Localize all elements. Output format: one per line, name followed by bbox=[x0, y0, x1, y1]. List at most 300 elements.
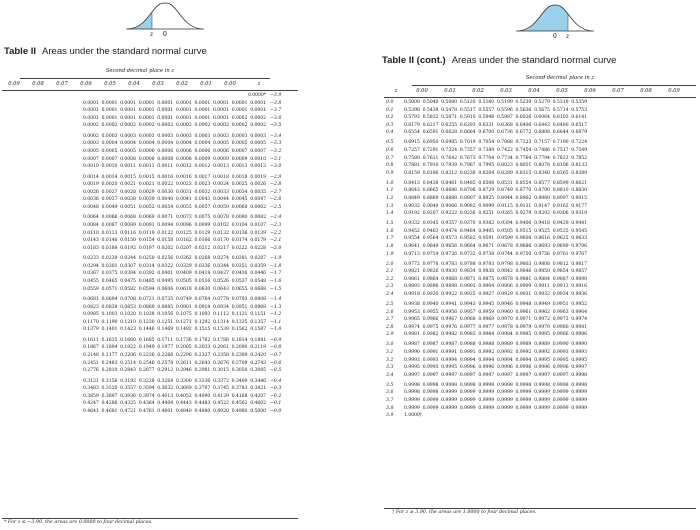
right-footnote: † For z ≥ 3.90, the areas are 1.0000 to four decimal places. bbox=[392, 510, 537, 515]
table-row bbox=[2, 122, 290, 130]
row-z-value: −3.3 bbox=[270, 141, 282, 147]
row-area-values: 0.9772 0.9778 0.9783 0.9788 0.9793 0.9798 0.9803 0.9808 0.9812 0.9817 bbox=[404, 261, 588, 267]
table-row bbox=[386, 382, 694, 390]
right-row-group bbox=[386, 99, 694, 137]
row-z-value: −0.8 bbox=[270, 345, 282, 351]
left-col-header: 0.06 bbox=[80, 81, 92, 87]
row-z-value: 3.8 bbox=[386, 405, 394, 411]
row-area-values: 0.0681 0.0694 0.0708 0.0721 0.0735 0.0749 0.0764 0.0778 0.0793 0.0808 bbox=[82, 297, 266, 302]
row-area-values: 0.9713 0.9719 0.9726 0.9732 0.9738 0.9744 0.9750 0.9756 0.9761 0.9767 bbox=[404, 251, 588, 257]
table-row bbox=[386, 170, 694, 178]
row-area-values: 0.0143 0.0146 0.0150 0.0154 0.0158 0.0162 0.0166 0.0170 0.0174 0.0179 bbox=[82, 238, 266, 244]
left-subheader: Second decimal place in z bbox=[105, 68, 175, 74]
right-axis-z: z bbox=[566, 33, 570, 40]
row-area-values: 0.0110 0.0113 0.0116 0.0119 0.0122 0.0125 0.0129 0.0132 0.0136 0.0139 bbox=[82, 230, 266, 236]
table-row bbox=[2, 174, 290, 182]
row-area-values: 0.0003 0.0004 0.0004 0.0004 0.0004 0.0004 0.0004 0.0005 0.0005 0.0005 bbox=[82, 141, 266, 147]
right-row-group bbox=[386, 341, 694, 379]
table-row bbox=[386, 114, 694, 122]
table-row bbox=[386, 341, 694, 349]
table-row bbox=[2, 352, 290, 360]
right-table-title bbox=[382, 55, 616, 66]
row-z-value: −0.2 bbox=[270, 393, 282, 399]
row-area-values: 0.0005 0.0005 0.0005 0.0006 0.0006 0.0006 0.0006 0.0006 0.0007 0.0007 bbox=[82, 148, 266, 154]
row-z-value: 1.6 bbox=[386, 228, 394, 234]
row-z-value: 1.2 bbox=[386, 195, 394, 201]
table-row bbox=[386, 139, 694, 147]
table-row bbox=[2, 214, 290, 222]
table-row bbox=[2, 408, 290, 416]
left-col-header: 0.02 bbox=[176, 81, 188, 87]
row-area-values: 0.9997 0.9997 0.9997 0.9997 0.9997 0.9997 0.9997 0.9997 0.9997 0.9998 bbox=[404, 372, 588, 378]
row-z-value: −3.6 bbox=[270, 115, 282, 121]
table-row bbox=[2, 140, 290, 148]
row-z-value: 3.9 bbox=[386, 413, 394, 419]
left-col-header: 0.01 bbox=[200, 81, 212, 87]
row-area-values: 0.7580 0.7611 0.7642 0.7673 0.7704 0.7734 0.7764 0.7794 0.7823 0.7852 bbox=[404, 155, 588, 161]
table-row bbox=[2, 196, 290, 204]
right-table-number: Table II (cont.) bbox=[382, 55, 446, 66]
table-row bbox=[2, 204, 290, 212]
row-z-value: −2.0 bbox=[270, 245, 282, 251]
row-area-values: 0.9452 0.9463 0.9474 0.9484 0.9495 0.9505 0.9515 0.9525 0.9535 0.9545 bbox=[404, 228, 588, 234]
row-z-value: 0.6 bbox=[386, 147, 394, 153]
row-z-value: 1.0 bbox=[386, 180, 394, 186]
row-z-value: −0.3 bbox=[270, 386, 282, 392]
table-row bbox=[2, 270, 290, 278]
row-area-values: 0.0001 0.0001 0.0001 0.0001 0.0001 0.0001 0.0001 0.0001 0.0001 0.0001 bbox=[82, 100, 266, 106]
row-z-value: 0.9 bbox=[386, 170, 394, 176]
row-area-values: 0.0000* bbox=[247, 93, 266, 98]
table-row bbox=[386, 187, 694, 195]
right-col-header: 0.00 bbox=[416, 88, 428, 94]
left-col-header: 0.07 bbox=[56, 81, 68, 87]
row-z-value: −1.2 bbox=[270, 312, 282, 318]
row-z-value: 1.9 bbox=[386, 251, 394, 257]
row-area-values: 0.0014 0.0014 0.0015 0.0015 0.0016 0.0016 0.0017 0.0018 0.0018 0.0019 bbox=[82, 174, 266, 180]
row-z-value: 0.0 bbox=[386, 100, 394, 105]
table-row bbox=[386, 389, 694, 397]
right-subheader: Second decimal place in z bbox=[525, 75, 595, 81]
row-z-value: −2.5 bbox=[270, 204, 282, 210]
row-z-value: −1.6 bbox=[270, 278, 282, 284]
row-z-value: −1.4 bbox=[270, 297, 282, 302]
table-row bbox=[386, 228, 694, 236]
table-row bbox=[386, 331, 694, 339]
row-z-value: −3.2 bbox=[270, 148, 282, 154]
table-row bbox=[386, 107, 694, 115]
row-area-values: 0.9993 0.9993 0.9994 0.9994 0.9994 0.9994 0.9994 0.9995 0.9995 0.9995 bbox=[404, 357, 588, 363]
right-row-group bbox=[386, 261, 694, 299]
left-row-group bbox=[2, 255, 290, 293]
table-row bbox=[386, 261, 694, 269]
left-row-group bbox=[2, 378, 290, 416]
table-row bbox=[386, 220, 694, 228]
row-area-values: 0.6179 0.6217 0.6255 0.6293 0.6331 0.6368 0.6406 0.6443 0.6480 0.6517 bbox=[404, 122, 588, 128]
right-row-group bbox=[386, 220, 694, 258]
row-area-values: 0.0064 0.0066 0.0068 0.0069 0.0071 0.0073 0.0075 0.0078 0.0080 0.0082 bbox=[82, 215, 266, 221]
left-bell-curve-figure bbox=[120, 2, 210, 38]
table-row bbox=[386, 324, 694, 332]
row-area-values: 0.5000 0.5040 0.5080 0.5120 0.5160 0.5199 0.5239 0.5279 0.5319 0.5359 bbox=[404, 100, 588, 105]
row-area-values: 0.9965 0.9966 0.9967 0.9968 0.9969 0.9970 0.9971 0.9972 0.9973 0.9974 bbox=[404, 317, 588, 323]
row-z-value: 1.4 bbox=[386, 211, 394, 217]
row-z-value: 0.8 bbox=[386, 163, 394, 169]
row-area-values: 0.8159 0.8186 0.8212 0.8238 0.8264 0.8289 0.8315 0.8340 0.8365 0.8389 bbox=[404, 170, 588, 176]
row-area-values: 0.8849 0.8869 0.8888 0.8907 0.8925 0.8944 0.8962 0.8980 0.8997 0.9015 bbox=[404, 195, 588, 201]
right-col-header: 0.08 bbox=[640, 88, 652, 94]
row-area-values: 0.4641 0.4681 0.4721 0.4761 0.4801 0.4840 0.4880 0.4920 0.4960 0.5000 bbox=[82, 408, 266, 414]
row-area-values: 0.0183 0.0188 0.0192 0.0197 0.0202 0.0207 0.0212 0.0217 0.0222 0.0228 bbox=[82, 245, 266, 251]
row-area-values: 0.9999 0.9999 0.9999 0.9999 0.9999 0.9999 0.9999 0.9999 0.9999 0.9999 bbox=[404, 397, 588, 403]
left-row-group bbox=[2, 214, 290, 252]
row-z-value: 0.4 bbox=[386, 130, 394, 136]
left-shaded-area bbox=[128, 12, 152, 29]
row-area-values: 0.0010 0.0010 0.0011 0.0011 0.0011 0.0012 0.0012 0.0013 0.0013 0.0013 bbox=[82, 164, 266, 170]
row-z-value: 1.5 bbox=[386, 221, 394, 227]
table-row bbox=[2, 263, 290, 271]
row-z-value: −2.1 bbox=[270, 238, 282, 244]
row-area-values: 0.5398 0.5438 0.5478 0.5517 0.5557 0.5596 0.5636 0.5675 0.5714 0.5753 bbox=[404, 107, 588, 113]
table-row bbox=[386, 316, 694, 324]
left-row-group bbox=[2, 174, 290, 212]
table-row bbox=[386, 291, 694, 299]
table-row bbox=[386, 309, 694, 317]
left-subheader-rule bbox=[20, 78, 270, 79]
row-z-value: −0.0 bbox=[270, 408, 282, 414]
row-z-value: 2.1 bbox=[386, 269, 394, 275]
table-row bbox=[386, 397, 694, 405]
row-z-value: −2.9 bbox=[270, 174, 282, 180]
left-header-rule bbox=[2, 90, 298, 91]
left-col-header: 0.09 bbox=[8, 81, 20, 87]
row-z-value: 2.2 bbox=[386, 276, 394, 282]
right-shaded-area bbox=[518, 5, 568, 31]
table-row bbox=[386, 195, 694, 203]
row-z-value: 3.7 bbox=[386, 397, 394, 403]
table-row bbox=[386, 180, 694, 188]
table-row bbox=[386, 372, 694, 380]
left-curve-line bbox=[128, 3, 202, 29]
right-col-header: 0.05 bbox=[556, 88, 568, 94]
row-area-values: 0.0026 0.0027 0.0028 0.0029 0.0030 0.0031 0.0032 0.0033 0.0034 0.0035 bbox=[82, 189, 266, 195]
table-row bbox=[2, 337, 290, 345]
row-z-value: −1.0 bbox=[270, 327, 282, 333]
row-area-values: 0.9918 0.9920 0.9922 0.9925 0.9927 0.9929 0.9931 0.9932 0.9934 0.9936 bbox=[404, 291, 588, 297]
table-row bbox=[386, 155, 694, 163]
row-z-value: 2.4 bbox=[386, 291, 394, 297]
table-row bbox=[386, 405, 694, 413]
left-col-header: 0.08 bbox=[32, 81, 44, 87]
left-table-number: Table II bbox=[4, 46, 37, 57]
row-z-value: 1.3 bbox=[386, 203, 394, 209]
row-z-value: −0.5 bbox=[270, 368, 282, 374]
row-area-values: 0.9953 0.9955 0.9956 0.9957 0.9959 0.9960 0.9961 0.9962 0.9963 0.9964 bbox=[404, 309, 588, 315]
left-bottom-rule bbox=[2, 518, 298, 519]
left-axis-z: z bbox=[150, 31, 154, 38]
left-table-caption: Areas under the standard normal curve bbox=[42, 46, 207, 57]
row-z-value: −2.4 bbox=[270, 215, 282, 221]
row-area-values: 0.9861 0.9864 0.9868 0.9871 0.9875 0.9878 0.9881 0.9884 0.9887 0.9890 bbox=[404, 276, 588, 282]
table-row bbox=[2, 393, 290, 401]
row-area-values: 0.6915 0.6950 0.6985 0.7019 0.7054 0.7088 0.7123 0.7157 0.7190 0.7224 bbox=[404, 140, 588, 146]
table-row bbox=[386, 349, 694, 357]
row-z-value: 0.3 bbox=[386, 122, 394, 128]
left-row-group bbox=[2, 337, 290, 375]
row-area-values: 0.2451 0.2483 0.2514 0.2546 0.2578 0.2611 0.2643 0.2676 0.2709 0.2743 bbox=[82, 360, 266, 366]
row-area-values: 1.0000† bbox=[404, 413, 423, 419]
row-z-value: −1.8 bbox=[270, 263, 282, 269]
row-z-value: −0.9 bbox=[270, 337, 282, 343]
row-z-value: 2.0 bbox=[386, 261, 394, 267]
row-z-value: 3.4 bbox=[386, 372, 394, 378]
left-row-group bbox=[2, 133, 290, 171]
row-z-value: −2.7 bbox=[270, 189, 282, 195]
right-table-caption: Areas under the standard normal curve bbox=[451, 55, 617, 66]
table-row bbox=[386, 203, 694, 211]
row-area-values: 0.3859 0.3897 0.3936 0.3974 0.4013 0.4052 0.4090 0.4129 0.4168 0.4207 bbox=[82, 393, 266, 399]
row-area-values: 0.1611 0.1635 0.1660 0.1685 0.1711 0.1736 0.1762 0.1788 0.1814 0.1841 bbox=[82, 337, 266, 343]
right-column-headers bbox=[384, 88, 688, 94]
table-row bbox=[386, 283, 694, 291]
row-z-value: −2.6 bbox=[270, 197, 282, 203]
table-row bbox=[2, 230, 290, 238]
row-z-value: −3.5 bbox=[270, 123, 282, 129]
row-area-values: 0.2776 0.2810 0.2843 0.2877 0.2912 0.2946 0.2981 0.3015 0.3050 0.3085 bbox=[82, 368, 266, 374]
row-z-value: 2.5 bbox=[386, 302, 394, 307]
table-row bbox=[2, 367, 290, 375]
row-area-values: 0.1867 0.1894 0.1922 0.1949 0.1977 0.2005 0.2033 0.2061 0.2090 0.2119 bbox=[82, 345, 266, 351]
row-area-values: 0.0559 0.0571 0.0582 0.0594 0.0606 0.0618 0.0630 0.0643 0.0655 0.0668 bbox=[82, 286, 266, 292]
row-z-value: 0.7 bbox=[386, 155, 394, 161]
row-area-values: 0.7257 0.7291 0.7324 0.7357 0.7389 0.7422 0.7454 0.7486 0.7517 0.7549 bbox=[404, 147, 588, 153]
left-table-title bbox=[4, 46, 207, 57]
row-area-values: 0.9641 0.9649 0.9656 0.9664 0.9671 0.9678 0.9686 0.9693 0.9699 0.9706 bbox=[404, 243, 588, 249]
row-area-values: 0.0823 0.0838 0.0853 0.0869 0.0885 0.0901 0.0918 0.0934 0.0951 0.0968 bbox=[82, 304, 266, 310]
row-area-values: 0.9332 0.9345 0.9357 0.9370 0.9382 0.9394 0.9406 0.9418 0.9429 0.9441 bbox=[404, 221, 588, 227]
right-col-header: 0.01 bbox=[444, 88, 456, 94]
row-area-values: 0.6554 0.6591 0.6628 0.6664 0.6700 0.6736 0.6772 0.6808 0.6844 0.6879 bbox=[404, 130, 588, 136]
table-row bbox=[2, 181, 290, 189]
row-area-values: 0.0007 0.0007 0.0008 0.0008 0.0008 0.0008 0.0009 0.0009 0.0009 0.0010 bbox=[82, 156, 266, 162]
left-row-group bbox=[2, 92, 290, 130]
row-area-values: 0.9032 0.9049 0.9066 0.9082 0.9099 0.9115 0.9131 0.9147 0.9162 0.9177 bbox=[404, 203, 588, 209]
row-z-value: 3.0 bbox=[386, 342, 394, 348]
table-row bbox=[2, 222, 290, 230]
left-footnote: * For z ≤ −3.90, the areas are 0.0000 to four decimal places. bbox=[4, 520, 153, 525]
row-area-values: 0.9990 0.9991 0.9991 0.9991 0.9992 0.9992 0.9992 0.9992 0.9993 0.9993 bbox=[404, 349, 588, 355]
row-z-value: 2.6 bbox=[386, 309, 394, 315]
row-area-values: 0.9999 0.9999 0.9999 0.9999 0.9999 0.9999 0.9999 0.9999 0.9999 0.9999 bbox=[404, 405, 588, 411]
table-row bbox=[2, 148, 290, 156]
table-row bbox=[2, 100, 290, 108]
row-z-value: −0.6 bbox=[270, 360, 282, 366]
row-z-value: −1.3 bbox=[270, 304, 282, 310]
right-row-group bbox=[386, 180, 694, 218]
right-subheader-rule bbox=[412, 85, 696, 86]
right-col-header: z bbox=[394, 88, 398, 94]
row-area-values: 0.0455 0.0465 0.0475 0.0485 0.0495 0.0505 0.0516 0.0526 0.0537 0.0548 bbox=[82, 278, 266, 284]
row-area-values: 0.0001 0.0001 0.0001 0.0001 0.0001 0.0001 0.0001 0.0001 0.0001 0.0001 bbox=[82, 108, 266, 114]
row-z-value: 2.8 bbox=[386, 324, 394, 330]
table-row bbox=[2, 326, 290, 334]
row-area-values: 0.8643 0.8665 0.8686 0.8708 0.8729 0.8749 0.8770 0.8790 0.8810 0.8830 bbox=[404, 188, 588, 194]
row-area-values: 0.9995 0.9995 0.9995 0.9996 0.9996 0.9996 0.9996 0.9996 0.9996 0.9997 bbox=[404, 365, 588, 371]
row-z-value: 2.9 bbox=[386, 332, 394, 338]
row-area-values: 0.0002 0.0003 0.0003 0.0003 0.0003 0.0003 0.0003 0.0003 0.0003 0.0003 bbox=[82, 133, 266, 139]
row-z-value: −3.4 bbox=[270, 133, 282, 139]
right-col-header: 0.04 bbox=[528, 88, 540, 94]
table-row bbox=[386, 235, 694, 243]
row-area-values: 0.0036 0.0037 0.0038 0.0039 0.0040 0.0041 0.0043 0.0044 0.0045 0.0047 bbox=[82, 197, 266, 203]
row-area-values: 0.4247 0.4286 0.4325 0.4364 0.4404 0.4443 0.4483 0.4522 0.4562 0.4602 bbox=[82, 401, 266, 407]
right-col-header: 0.02 bbox=[472, 88, 484, 94]
table-row bbox=[2, 304, 290, 312]
right-col-header: 0.03 bbox=[500, 88, 512, 94]
row-z-value: 3.6 bbox=[386, 390, 394, 396]
row-z-value: 2.3 bbox=[386, 284, 394, 290]
right-bell-curve-figure bbox=[510, 4, 600, 40]
row-z-value: −3.9 bbox=[270, 93, 282, 98]
row-area-values: 0.9998 0.9998 0.9999 0.9999 0.9999 0.9999 0.9999 0.9999 0.9999 0.9999 bbox=[404, 390, 588, 396]
row-area-values: 0.0048 0.0049 0.0051 0.0052 0.0054 0.0055 0.0057 0.0059 0.0060 0.0062 bbox=[82, 204, 266, 210]
table-row bbox=[2, 385, 290, 393]
left-axis-zero: 0 bbox=[163, 31, 167, 38]
right-header-rule bbox=[384, 97, 696, 98]
right-axis-zero: 0 bbox=[553, 33, 557, 40]
row-area-values: 0.0233 0.0239 0.0244 0.0250 0.0256 0.0262 0.0268 0.0274 0.0281 0.0287 bbox=[82, 256, 266, 262]
row-area-values: 0.0294 0.0301 0.0307 0.0314 0.0322 0.0329 0.0336 0.0344 0.0351 0.0359 bbox=[82, 263, 266, 269]
row-area-values: 0.9554 0.9564 0.9573 0.9582 0.9591 0.9599 0.9608 0.9616 0.9625 0.9633 bbox=[404, 236, 588, 242]
row-z-value: −0.7 bbox=[270, 352, 282, 358]
row-area-values: 0.9998 0.9998 0.9998 0.9998 0.9998 0.9998 0.9998 0.9998 0.9998 0.9998 bbox=[404, 382, 588, 388]
table-row bbox=[2, 255, 290, 263]
row-z-value: 3.5 bbox=[386, 382, 394, 388]
table-row bbox=[386, 276, 694, 284]
table-row bbox=[386, 301, 694, 309]
row-area-values: 0.0001 0.0001 0.0001 0.0001 0.0001 0.0001 0.0001 0.0001 0.0002 0.0002 bbox=[82, 115, 266, 121]
table-row bbox=[2, 237, 290, 245]
table-row bbox=[386, 243, 694, 251]
table-row bbox=[2, 344, 290, 352]
table-row bbox=[386, 268, 694, 276]
table-row bbox=[386, 364, 694, 372]
right-col-header: 0.07 bbox=[612, 88, 624, 94]
row-z-value: 2.7 bbox=[386, 317, 394, 323]
row-area-values: 0.9192 0.9207 0.9222 0.9236 0.9251 0.9265 0.9279 0.9292 0.9306 0.9319 bbox=[404, 211, 588, 217]
table-row bbox=[2, 245, 290, 253]
table-row bbox=[2, 360, 290, 368]
row-area-values: 0.3121 0.3156 0.3192 0.3228 0.3264 0.3300 0.3336 0.3372 0.3409 0.3446 bbox=[82, 378, 266, 384]
left-col-header: z bbox=[257, 81, 261, 87]
row-z-value: 1.8 bbox=[386, 243, 394, 249]
right-row-group bbox=[386, 382, 694, 420]
row-area-values: 0.2148 0.2177 0.2206 0.2236 0.2266 0.2296 0.2327 0.2358 0.2389 0.2420 bbox=[82, 352, 266, 358]
row-area-values: 0.1379 0.1401 0.1423 0.1446 0.1469 0.1492 0.1515 0.1539 0.1562 0.1587 bbox=[82, 327, 266, 333]
table-row bbox=[2, 319, 290, 327]
row-z-value: −1.1 bbox=[270, 319, 282, 325]
table-row bbox=[386, 162, 694, 170]
table-row bbox=[2, 156, 290, 164]
table-row bbox=[2, 278, 290, 286]
row-area-values: 0.0985 0.1003 0.1020 0.1038 0.1056 0.1075 0.1093 0.1112 0.1131 0.1151 bbox=[82, 312, 266, 318]
row-z-value: 3.3 bbox=[386, 365, 394, 371]
table-row bbox=[386, 412, 694, 420]
table-row bbox=[386, 129, 694, 137]
left-column-headers bbox=[2, 81, 276, 87]
row-area-values: 0.0002 0.0002 0.0002 0.0002 0.0002 0.0002 0.0002 0.0002 0.0002 0.0002 bbox=[82, 123, 266, 129]
row-z-value: −3.0 bbox=[270, 164, 282, 170]
row-z-value: 3.1 bbox=[386, 349, 394, 355]
table-row bbox=[2, 107, 290, 115]
table-row bbox=[2, 286, 290, 294]
table-row bbox=[2, 378, 290, 386]
row-z-value: 1.1 bbox=[386, 188, 394, 194]
left-col-header: 0.04 bbox=[128, 81, 140, 87]
row-z-value: 3.2 bbox=[386, 357, 394, 363]
row-area-values: 0.9821 0.9826 0.9830 0.9834 0.9838 0.9842 0.9846 0.9850 0.9854 0.9857 bbox=[404, 269, 588, 275]
left-col-header: 0.03 bbox=[152, 81, 164, 87]
row-area-values: 0.9974 0.9975 0.9976 0.9977 0.9977 0.9978 0.9979 0.9979 0.9980 0.9981 bbox=[404, 324, 588, 330]
row-area-values: 0.9893 0.9896 0.9898 0.9901 0.9904 0.9906 0.9909 0.9911 0.9913 0.9916 bbox=[404, 284, 588, 290]
row-z-value: −2.3 bbox=[270, 222, 282, 228]
table-row bbox=[386, 357, 694, 365]
table-row bbox=[386, 99, 694, 107]
left-col-header: 0.00 bbox=[224, 81, 236, 87]
table-row bbox=[386, 210, 694, 218]
row-area-values: 0.8413 0.8438 0.8461 0.8485 0.8508 0.8531 0.8554 0.8577 0.8599 0.8621 bbox=[404, 180, 588, 186]
row-z-value: −0.1 bbox=[270, 401, 282, 407]
row-area-values: 0.3483 0.3520 0.3557 0.3594 0.3632 0.3669 0.3707 0.3745 0.3783 0.3821 bbox=[82, 386, 266, 392]
row-area-values: 0.9987 0.9987 0.9987 0.9988 0.9988 0.9989 0.9989 0.9989 0.9990 0.9990 bbox=[404, 342, 588, 348]
row-z-value: 0.5 bbox=[386, 140, 394, 146]
row-z-value: 0.1 bbox=[386, 107, 394, 113]
left-row-group bbox=[2, 296, 290, 334]
table-row bbox=[2, 115, 290, 123]
row-area-values: 0.1170 0.1190 0.1210 0.1230 0.1251 0.1271 0.1292 0.1314 0.1335 0.1357 bbox=[82, 319, 266, 325]
table-row bbox=[2, 92, 290, 100]
row-area-values: 0.9938 0.9940 0.9941 0.9943 0.9945 0.9946 0.9948 0.9949 0.9951 0.9952 bbox=[404, 302, 588, 307]
row-area-values: 0.5793 0.5832 0.5871 0.5910 0.5948 0.5987 0.6026 0.6064 0.6103 0.6141 bbox=[404, 115, 588, 121]
table-row bbox=[2, 163, 290, 171]
table-row bbox=[2, 189, 290, 197]
row-z-value: −1.5 bbox=[270, 286, 282, 292]
row-z-value: −2.8 bbox=[270, 182, 282, 188]
row-area-values: 0.0019 0.0020 0.0021 0.0021 0.0022 0.0023 0.0023 0.0024 0.0025 0.0026 bbox=[82, 182, 266, 188]
row-z-value: −2.2 bbox=[270, 230, 282, 236]
row-z-value: −1.9 bbox=[270, 256, 282, 262]
right-col-header: 0.09 bbox=[668, 88, 680, 94]
right-row-group bbox=[386, 301, 694, 339]
left-col-header: 0.05 bbox=[104, 81, 116, 87]
table-row bbox=[386, 122, 694, 130]
row-area-values: 0.9981 0.9982 0.9982 0.9983 0.9984 0.9984 0.9985 0.9985 0.9986 0.9986 bbox=[404, 332, 588, 338]
row-z-value: 1.7 bbox=[386, 236, 394, 242]
row-area-values: 0.7881 0.7910 0.7939 0.7967 0.7995 0.8023 0.8051 0.8078 0.8106 0.8133 bbox=[404, 163, 588, 169]
row-z-value: −0.4 bbox=[270, 378, 282, 384]
row-z-value: −1.7 bbox=[270, 271, 282, 277]
table-row bbox=[2, 311, 290, 319]
table-row bbox=[2, 133, 290, 141]
row-z-value: −3.1 bbox=[270, 156, 282, 162]
table-row bbox=[2, 296, 290, 304]
right-row-group bbox=[386, 139, 694, 177]
row-z-value: −3.8 bbox=[270, 100, 282, 106]
row-z-value: 0.2 bbox=[386, 115, 394, 121]
table-row bbox=[2, 400, 290, 408]
right-bottom-rule bbox=[384, 508, 696, 509]
table-row bbox=[386, 251, 694, 259]
